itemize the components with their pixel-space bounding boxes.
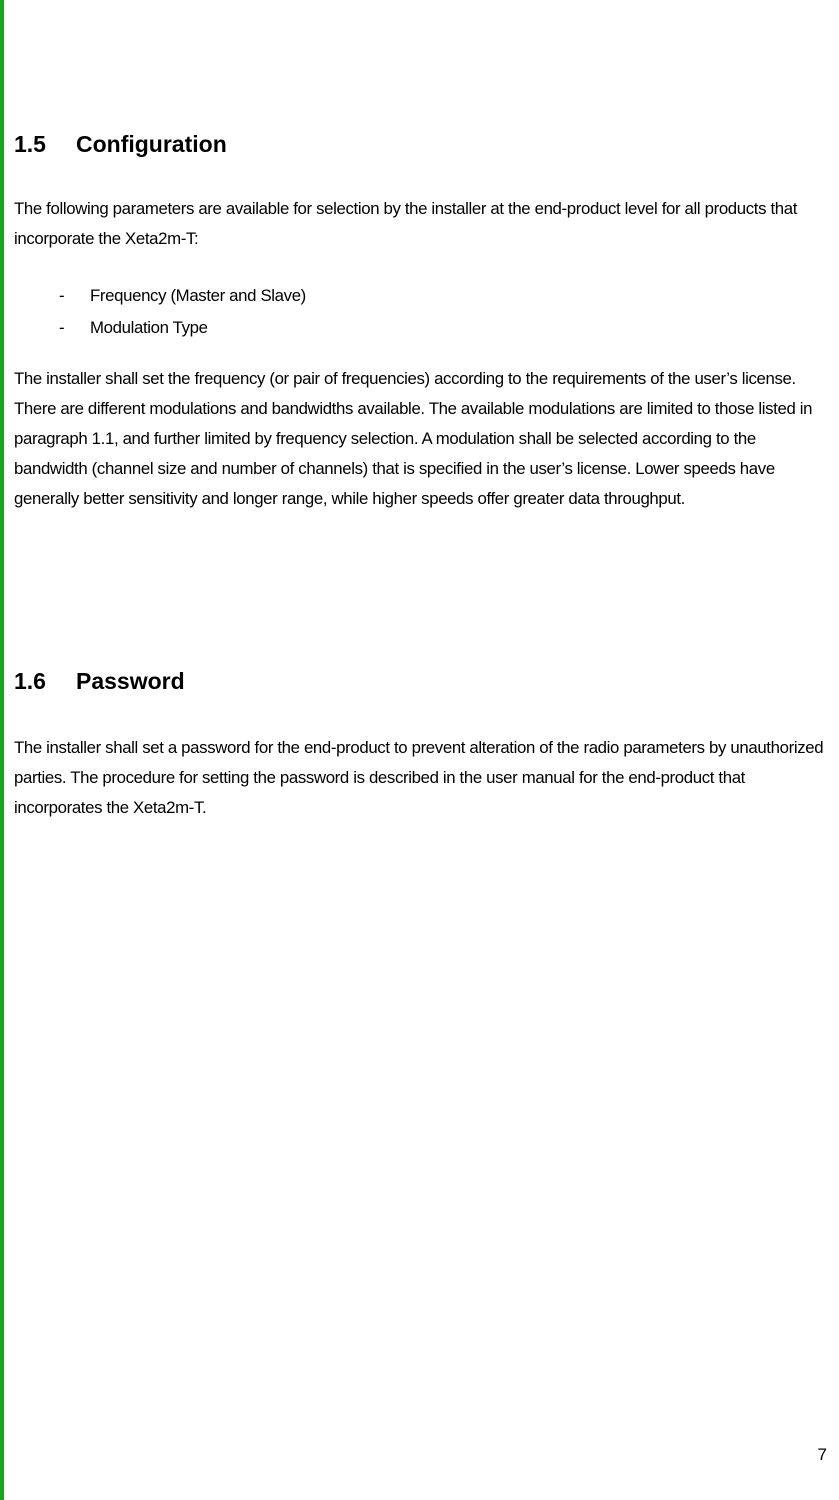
page-number: 7	[817, 1445, 827, 1464]
list-item	[14, 280, 306, 312]
left-accent-bar	[0, 0, 4, 1500]
password-body-paragraph: The installer shall set a password for the end-product to prevent alteration of the radio parameters by unauthorized parties. The procedure for setting the password is described in the user manual for the end-product that incorporates the Xeta2m-T.	[14, 738, 824, 817]
list-item-text: Modulation Type	[90, 318, 208, 337]
section-heading-password	[14, 670, 185, 693]
bullet-dash: -	[59, 318, 65, 337]
bullet-dash: -	[59, 286, 65, 305]
configuration-body-paragraph: The installer shall set the frequency (or pair of frequencies) according to the requirements of the user’s license. There are different modulations and bandwidths available. The available modulations are limited to those listed in paragraph 1.1, and further limited by frequency selection. A modulation shall be selected according to the bandwidth (channel size and number of channels) that is specified in the user’s license. Lower speeds have generally better sensitivity and longer range, while higher speeds offer greater data throughput.	[14, 369, 813, 508]
section-number: 1.6	[14, 668, 46, 694]
configuration-intro-paragraph: The following parameters are available for selection by the installer at the end-product level for all products that incorporate the Xeta2m-T:	[14, 199, 798, 248]
section-title: Configuration	[76, 131, 227, 157]
list-item	[14, 312, 306, 344]
section-title: Password	[76, 668, 185, 694]
section-number: 1.5	[14, 131, 46, 157]
section-heading-configuration	[14, 133, 227, 156]
list-item-text: Frequency (Master and Slave)	[90, 286, 306, 305]
parameter-list	[14, 280, 306, 344]
